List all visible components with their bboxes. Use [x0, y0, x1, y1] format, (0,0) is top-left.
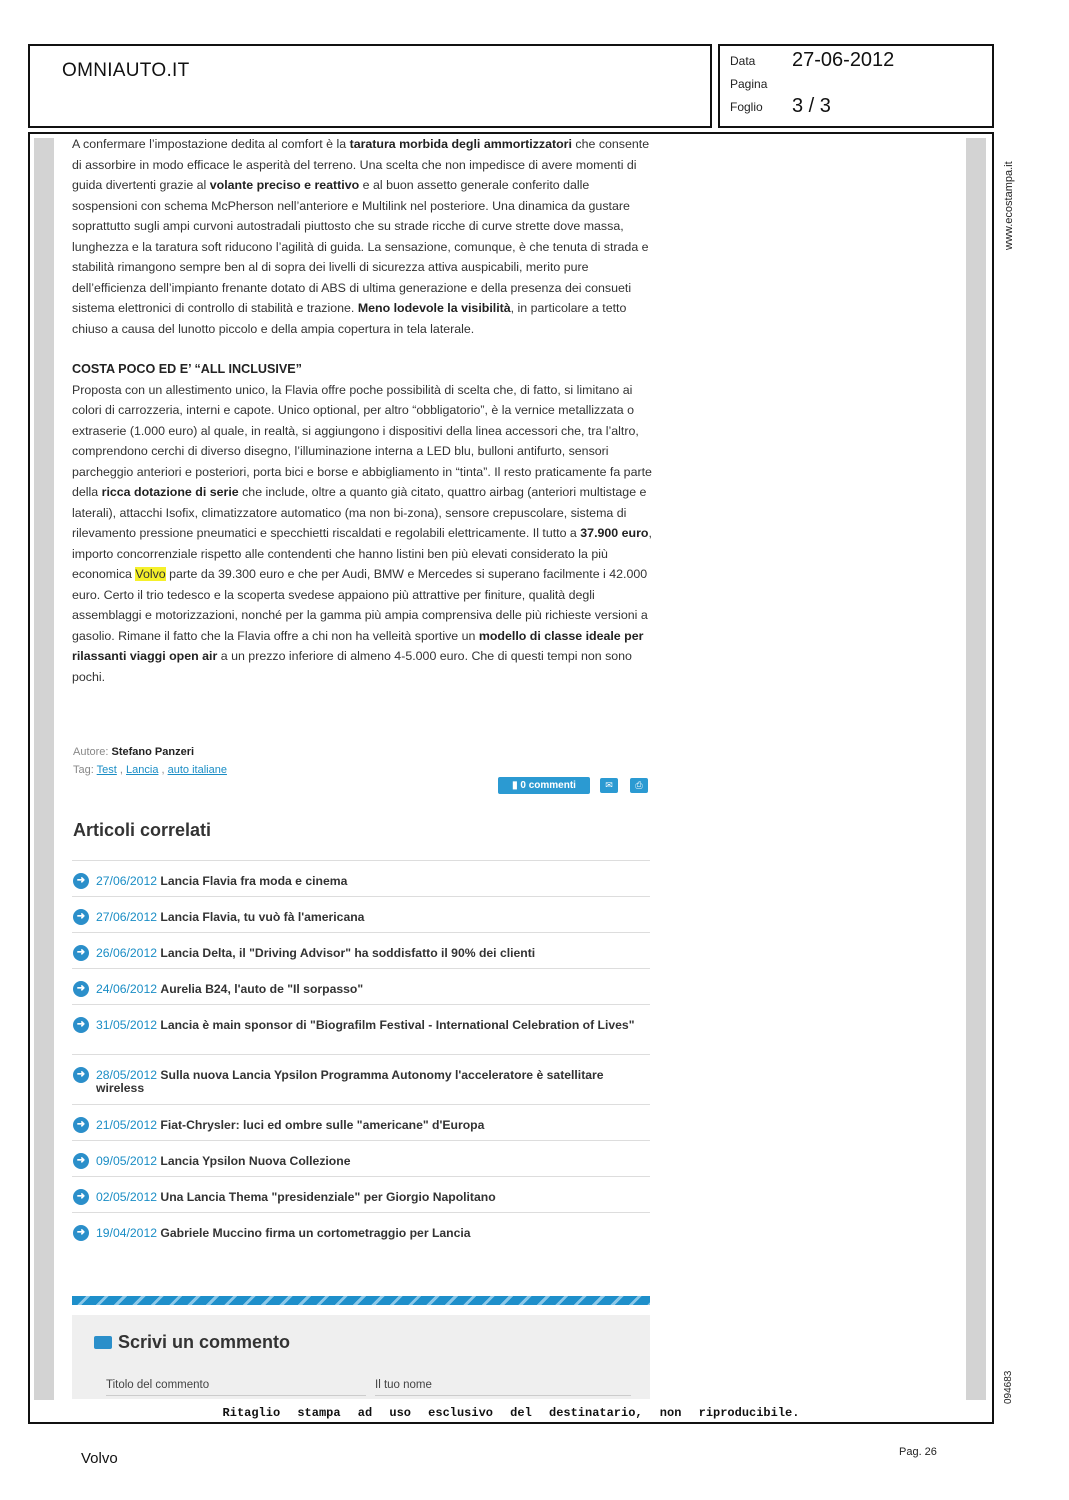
related-article-item[interactable] [72, 1140, 650, 1176]
decorative-stripe-divider [72, 1296, 650, 1305]
related-article-item[interactable] [72, 896, 650, 932]
related-article-date: 21/05/2012 [96, 1118, 161, 1132]
related-article-date: 31/05/2012 [96, 1018, 161, 1032]
publication-name: OMNIAUTO.IT [62, 60, 190, 81]
author-name: Stefano Panzeri [111, 746, 195, 758]
arrow-right-icon: ➜ [73, 1017, 89, 1033]
related-articles-list [72, 860, 650, 1248]
related-article-item[interactable] [72, 1004, 650, 1054]
related-article-item[interactable] [72, 932, 650, 968]
scrollbar-left-decor [34, 138, 54, 1400]
related-article-title[interactable]: Sulla nuova Lancia Ypsilon Programma Autonomy l'acceleratore è satellitare wireless [96, 1068, 604, 1095]
comment-form-title [94, 1332, 290, 1353]
text-run: , importo concorrenziale rispetto alle contendenti che hanno listini ben più elevati considerato la più economica [72, 526, 652, 581]
bold-phrase: modello di classe ideale per rilassanti viaggi open air [72, 628, 644, 663]
related-article-title[interactable]: Aurelia B24, l'auto de "Il sorpasso" [160, 982, 364, 996]
highlighted-keyword: Volvo [135, 567, 166, 581]
arrow-right-icon: ➜ [73, 1153, 89, 1169]
footer-keyword: Volvo [81, 1450, 118, 1467]
email-share-icon[interactable]: ✉ [600, 778, 618, 793]
related-article-date: 27/06/2012 [96, 910, 161, 924]
foglio-label: Foglio [730, 100, 763, 114]
related-article-title[interactable]: Lancia Flavia, tu vuò fà l'americana [160, 910, 365, 924]
comment-title-label: Titolo del commento [106, 1379, 210, 1391]
foglio-value: 3 / 3 [792, 95, 831, 117]
article-paragraph-2 [72, 380, 652, 688]
tag-label: Tag: [73, 764, 97, 776]
comment-name-label: Il tuo nome [375, 1379, 432, 1391]
text-run: A confermare l’impostazione dedita al comfort è la [72, 137, 350, 151]
text-run: Proposta con un allestimento unico, la Flavia offre poche possibilità di scelta che, di fatto, si limitano ai colori di carrozzeria, interni e capote. Unico optional, per altro “obbligatorio”, è la vernice metallizzata o extraserie (1.000 euro) al quale, in realtà, si aggiungono i dispositivi della linea accessori che, tra l’altro, comprendono cerchi di diverso disegno, l’illuminazione interna a LED blu, bulloni antifurto, sensori parcheggio anteriori e posteriori, porta bici e borse e abbigliamento in “tinta”. Il resto praticamente fa parte della [72, 382, 652, 499]
tag-link-lancia[interactable]: Lancia [126, 764, 159, 776]
related-articles-title: Articoli correlati [73, 820, 212, 840]
related-article-item[interactable] [72, 1212, 650, 1248]
text-run: a un prezzo inferiore di almeno 4-5.000 euro. Che di questi tempi non sono pochi. [72, 649, 632, 684]
arrow-right-icon: ➜ [73, 873, 89, 889]
side-url: www.ecostampa.it [1003, 161, 1015, 250]
print-icon[interactable]: ⎙ [630, 778, 648, 793]
bold-phrase: taratura morbida degli ammortizzatori [349, 137, 572, 151]
arrow-right-icon: ➜ [73, 1225, 89, 1241]
related-article-date: 27/06/2012 [96, 874, 161, 888]
related-article-title[interactable]: Lancia Ypsilon Nuova Collezione [160, 1154, 351, 1168]
related-article-title[interactable]: Lancia è main sponsor di "Biografilm Festival - International Celebration of Lives" [160, 1018, 635, 1032]
related-article-item[interactable] [72, 860, 650, 896]
arrow-right-icon: ➜ [73, 909, 89, 925]
comment-form-title-text: Scrivi un commento [118, 1332, 291, 1352]
bold-phrase: 37.900 euro [580, 526, 649, 540]
related-article-date: 09/05/2012 [96, 1154, 161, 1168]
article-body [72, 134, 652, 687]
comment-bubble-icon [94, 1336, 112, 1349]
related-article-date: 26/06/2012 [96, 946, 161, 960]
bold-phrase: Meno lodevole la visibilità [357, 301, 511, 315]
arrow-right-icon: ➜ [73, 1067, 89, 1083]
footer-page-number: Pag. 26 [899, 1446, 937, 1458]
section-heading: COSTA POCO ED E’ “ALL INCLUSIVE” [72, 362, 302, 376]
comment-name-input[interactable] [375, 1395, 631, 1396]
data-label: Data [730, 54, 756, 68]
bold-phrase: ricca dotazione di serie [101, 485, 239, 499]
article-meta [73, 743, 227, 779]
related-article-date: 24/06/2012 [96, 982, 161, 996]
clipping-disclaimer: Ritaglio stampa ad uso esclusivo del destinatario, non riproducibile. [222, 1406, 800, 1420]
related-article-title[interactable]: Fiat-Chrysler: luci ed ombre sulle "americane" d'Europa [160, 1118, 485, 1132]
arrow-right-icon: ➜ [73, 945, 89, 961]
text-run: , in particolare a tetto chiuso a causa del lunotto piccolo e della ampia copertura in tela laterale. [72, 301, 627, 336]
related-article-item[interactable] [72, 968, 650, 1004]
tag-link-auto-italiane[interactable]: auto italiane [167, 764, 227, 776]
comments-count-button[interactable] [498, 777, 590, 794]
related-article-title[interactable]: Lancia Flavia fra moda e cinema [160, 874, 348, 888]
related-article-item[interactable] [72, 1104, 650, 1140]
header-publication-box [28, 44, 712, 128]
scrollbar-right[interactable] [966, 138, 986, 1400]
related-article-date: 19/04/2012 [96, 1226, 161, 1240]
pagina-label: Pagina [730, 77, 768, 91]
article-paragraph-1 [72, 134, 652, 339]
text-run: che include, oltre a quanto già citato, quattro airbag (anteriori multistage e laterali), attacchi Isofix, climatizzatore automatico (ma non bi-zona), sensore crepuscolare, sistema di rilevamento pressione pneumatici e specchietti riscaldati e regolabili elettricamente. Il tutto a [72, 485, 647, 540]
arrow-right-icon: ➜ [73, 981, 89, 997]
related-article-date: 02/05/2012 [96, 1190, 161, 1204]
author-line [73, 743, 227, 761]
comment-form [72, 1315, 650, 1399]
comment-bubble-icon: ▮ [512, 780, 518, 791]
text-run: parte da 39.300 euro e che per Audi, BMW e Mercedes si superano facilmente i 42.000 euro. Certo il trio tedesco e la scoperta svedese appaiono più attrattive per finiture, qualità degli assemblaggi e motorizzazioni, nonché per la gamma più ampia comprensiva delle più richieste versioni a gasolio. Rimane il fatto che la Flavia offre a chi non ha velleità sportive un [72, 567, 648, 643]
bold-phrase: volante preciso e reattivo [209, 178, 360, 192]
related-article-item[interactable] [72, 1176, 650, 1212]
header-info-box [718, 44, 994, 128]
text-run: e al buon assetto generale conferito dalle sospensioni con schema McPherson nell’anteriore e Multilink nel posteriore. Una dinamica da gustare soprattutto sugli ampi curvoni autostradali piuttosto che su strade ricche di curve strette dove massa, lunghezza e la taratura soft riducono l’agilità di guida. La sensazione, comunque, è che tenuta di strada e stabilità rimangono sempre ben al di sopra dei livelli di sicurezza attiva auspicabili, merito pure dell’efficienza dell’impianto frenante dotato di ABS di ultima generazione e della presenza dei consueti sistema elettronici di controllo di stabilità e trazione. [72, 178, 649, 315]
related-article-date: 28/05/2012 [96, 1068, 161, 1082]
related-article-title[interactable]: Una Lancia Thema "presidenziale" per Giorgio Napolitano [160, 1190, 496, 1204]
comments-count-label: 0 commenti [520, 780, 576, 791]
comment-title-input[interactable] [106, 1395, 366, 1396]
related-article-title[interactable]: Lancia Delta, il "Driving Advisor" ha soddisfatto il 90% dei clienti [160, 946, 536, 960]
side-code: 094683 [1003, 1370, 1014, 1404]
tag-link-test[interactable]: Test [96, 764, 117, 776]
related-article-title[interactable]: Gabriele Muccino firma un cortometraggio per Lancia [160, 1226, 471, 1240]
text-run: che consente di assorbire in modo efficace le asperità del terreno. Una scelta che non impedisce di avere momenti di guida divertenti grazie al [72, 137, 650, 192]
arrow-right-icon: ➜ [73, 1189, 89, 1205]
data-value: 27-06-2012 [792, 49, 895, 71]
tag-line: Tag: Test , Lancia , auto italiane [73, 764, 227, 776]
author-label: Autore: [73, 746, 112, 758]
arrow-right-icon: ➜ [73, 1117, 89, 1133]
related-article-item[interactable] [72, 1054, 650, 1104]
